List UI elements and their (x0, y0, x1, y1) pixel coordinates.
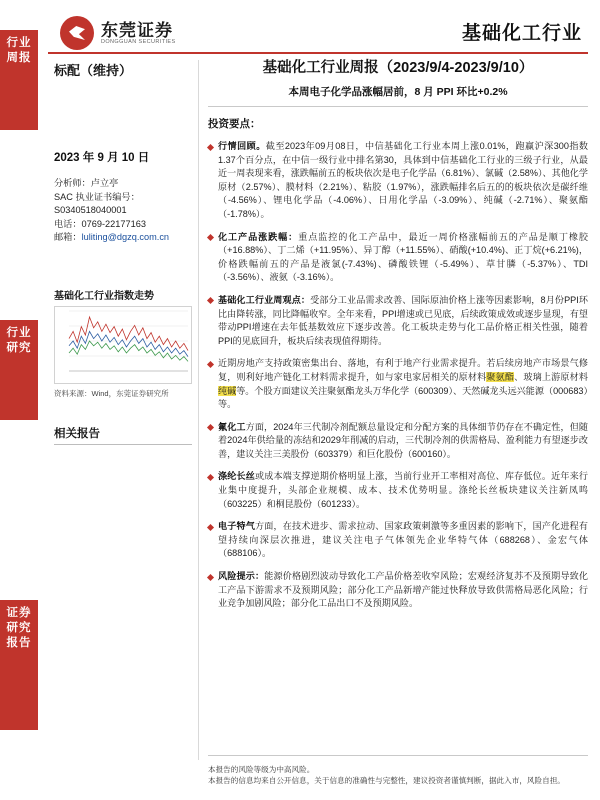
paragraph-lead: 涤纶长丝 (218, 471, 256, 482)
diamond-bullet-icon (207, 524, 214, 531)
left-rail (0, 0, 38, 800)
title-divider (208, 106, 588, 107)
analyst-block (54, 177, 192, 245)
paragraph-lead: 电子特气 (218, 521, 256, 532)
rail-band-securities-research-report (0, 600, 38, 730)
paragraph-lead: 行情回顾。 (218, 141, 266, 151)
report-paragraph (208, 470, 588, 511)
rail-band-line: 行业 (6, 327, 32, 339)
analyst-phone: 电话：0769-22177163 (54, 218, 146, 229)
paragraph-text: 能源价格剧烈波动导致化工产品价格差收窄风险；宏观经济复苏不及预期导致化工产品下游需求不及预期风险；部分化工产品新增产能过快释放导致供需格局恶化风险；行业竞争加剧风险；部分化工品出口不及预期风险。 (218, 571, 588, 609)
related-reports-title: 相关报告 (54, 427, 100, 440)
investment-points-heading: 投资要点： (208, 118, 261, 130)
paragraph-text: 重点监控的化工产品中，最近一周价格涨幅前五的产品是顺丁橡胶（+16.88%）、丁二烯（+11.95%）、异丁醇（+11.55%）、硝酸(+10.4%)、正丁烷(+6.21%)，价格跌幅前五的产品是液氯(-7.43%)、磷酸铁锂（-5.49%）、草甘膦（-5.37%）、TDI（-3.56%）、液氨（-3.16%）。 (218, 231, 588, 283)
report-paragraph (208, 231, 588, 285)
paragraph-text: 方面，在技术进步、需求拉动、国家政策刺激等多重因素的影响下，国产化进程有望持续向深层次推进，建议关注电子气体领先企业华特气体（688268）、金宏气体（688106）。 (218, 521, 588, 559)
column-divider (198, 60, 199, 760)
analyst-email[interactable]: luliting@dgzq.com.cn (81, 232, 170, 242)
rail-band-line: 报告 (6, 637, 32, 649)
report-paragraph (208, 421, 588, 462)
footer-line-1: 本报告的风险等级为中高风险。 (208, 765, 315, 774)
page-title: 基础化工行业周报（2023/9/4-2023/9/10） (262, 60, 534, 76)
diamond-bullet-icon (207, 573, 214, 580)
diamond-bullet-icon (207, 474, 214, 481)
report-paragraph (208, 357, 588, 411)
rail-band-line: 行业 (6, 37, 32, 49)
diamond-bullet-icon (207, 234, 214, 241)
paragraph-text: 近期房地产支持政策密集出台、落地，有利于地产行业需求提升。若后续房地产市场景气修复，则利好地产链化工材料需求提升，如与家电家居相关的原材料聚氨酯、玻璃上游原材料纯碱等。个股方面建议关注聚氨酯龙头万华化学（600309）、天然碱龙头远兴能源（000683）等。 (218, 358, 588, 410)
diamond-bullet-icon (207, 143, 214, 150)
rail-band-industry-research (0, 320, 38, 420)
paragraph-text: 受部分工业品需求改善、国际原油价格上涨等因素影响，8月份PPI环比由降转涨，同比降幅收窄。全年来看，PPI增速或已见底，后续政策成效或逐步显现，有望带动PPI增速在去年低基数效应下逐步改善。化工板块走势与化工品价格正相关性强，随着PPI的见底回升，板块后续表现值得期待。 (218, 294, 588, 346)
industry-title: 基础化工行业 (461, 23, 582, 44)
logo-icon (60, 16, 94, 50)
rail-band-line: 证券 (6, 607, 32, 619)
brand-name-en: DONGGUAN SECURITIES (101, 38, 176, 45)
footer-disclaimer (208, 764, 588, 786)
diamond-bullet-icon (207, 424, 214, 431)
footer-divider (208, 755, 588, 756)
analyst-email-label: 邮箱： (54, 232, 82, 242)
rail-band-industry-weekly (0, 30, 38, 130)
index-chart-title: 基础化工行业指数走势 (54, 290, 154, 302)
document-header (48, 14, 588, 56)
chart-source: 资料来源：Wind，东莞证券研究所 (54, 388, 169, 398)
brand-name-cn: 东莞证券 (101, 20, 173, 40)
analyst-name: 分析师：卢立亭 (54, 178, 119, 188)
paragraph-list (208, 140, 588, 611)
paragraph-lead: 化工产品涨跌幅： (218, 231, 299, 242)
paragraph-text: 截至2023年09月08日，中信基础化工行业本周上涨0.01%，跑赢沪深300指数1.37个百分点，在中信一级行业中排名第30，具体到中信基础化工行业的三级子行业，从最近一周表现来看，涨跌幅前五的板块依次是电子化学品（6.81%）、氯碱（2.58%）、其他化学原材（2.57%）、膜材料（2.21%）、粘胶（1.97%），涨跌幅排名后五的的板块依次是碳纤维（-4.56%）、锂电化学品（-4.06%）、日用化学品（-3.09%）、纯碱（-2.71%）、聚氨酯（-1.78%）。 (218, 141, 588, 219)
header-divider (48, 52, 588, 54)
report-paragraph (208, 140, 588, 222)
paragraph-text: 或成本端支撑逆期价格明显上涨，当前行业开工率相对高位、库存低位。近年来行业集中度提升，头部企业规模、成本、技术优势明显。涤纶长丝板块建议关注新凤鸣（603225）和桐昆股份（601233）。 (218, 471, 588, 509)
rail-band-line: 研究 (6, 342, 32, 354)
paragraph-lead: 基础化工行业周观点： (218, 294, 311, 305)
report-paragraph (208, 294, 588, 348)
related-reports-divider (54, 444, 192, 445)
rail-band-line: 周报 (6, 52, 32, 64)
diamond-bullet-icon (207, 297, 214, 304)
rating-badge: 标配（维持） (54, 63, 133, 78)
left-meta-column (54, 60, 192, 445)
index-trend-chart (54, 306, 192, 384)
report-body (208, 58, 588, 611)
rail-band-line: 研究 (6, 622, 32, 634)
analyst-license-number: S0340518040001 (54, 205, 127, 215)
report-subtitle: 本周电子化学品涨幅居前，8 月 PPI 环比+0.2% (288, 86, 508, 98)
analyst-license-label: SAC 执业证书编号： (54, 191, 140, 202)
report-paragraph (208, 520, 588, 561)
index-chart-svg (55, 307, 191, 383)
report-paragraph (208, 570, 588, 611)
brand-logo (60, 16, 176, 50)
paragraph-lead: 风险提示： (218, 571, 265, 582)
paragraph-text: 方面，2024年三代制冷剂配额总量设定和分配方案的具体细节仍存在不确定性，但随着2024年供给量的冻结和2029年削减的启动，三代制冷剂的供需格局、盈利能力有望逐步改善，建议关注三美股份（603379）和巨化股份（600160）。 (218, 421, 588, 459)
diamond-bullet-icon (207, 361, 214, 368)
footer-line-2: 本报告的信息均来自公开信息，关于信息的准确性与完整性，建议投资者谨慎判断，据此入市，风险自担。 (208, 776, 565, 785)
report-date: 2023 年 9 月 10 日 (54, 152, 150, 164)
paragraph-lead: 氟化工 (218, 421, 246, 432)
